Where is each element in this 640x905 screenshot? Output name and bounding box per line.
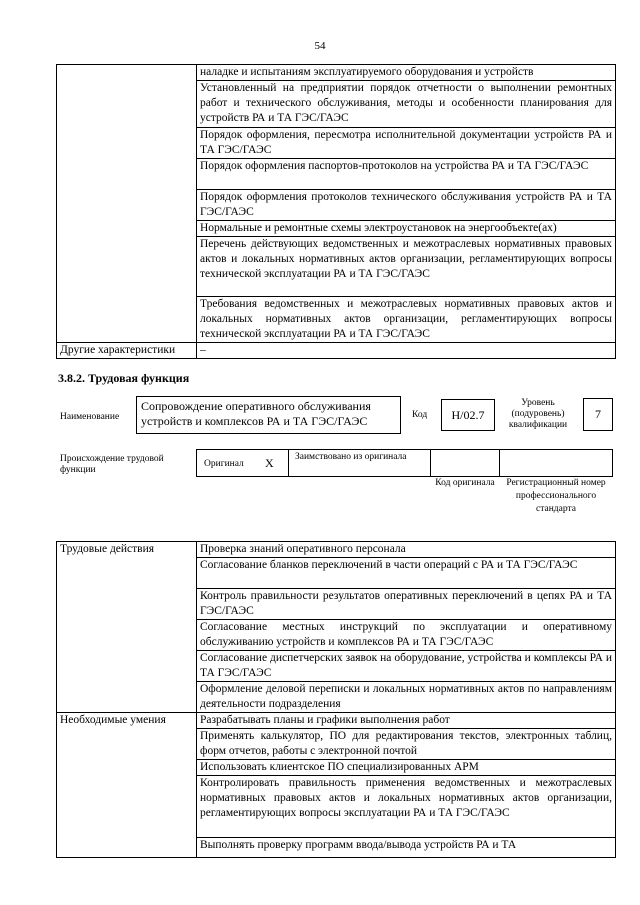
actions-label: Трудовые действия [57, 542, 197, 713]
action-item: Проверка знаний оперативного персонала [197, 542, 616, 558]
skill-item: Использовать клиентское ПО специализированных АРМ [197, 760, 616, 776]
action-item: Согласование местных инструкций по эксплуатации и оперативному обслуживанию устройств и комплексов РА и ТА ГЭС/ГАЭС [197, 620, 616, 651]
origin-label: Происхождение трудовой функции [60, 454, 164, 475]
level-label: Уровень (подуровень) квалификации [508, 398, 568, 430]
knowledge-item: Порядок оформления протоколов технического обслуживания устройств РА и ТА ГЭС/ГАЭС [197, 190, 616, 221]
other-characteristics-label: Другие характеристики [57, 343, 197, 359]
borrowed-cell [288, 449, 431, 477]
other-characteristics-value: – [197, 343, 616, 359]
skill-item: Разрабатывать планы и графики выполнения работ [197, 713, 616, 729]
original-code-cell [430, 449, 500, 477]
code-caption: Код оригинала [435, 478, 495, 488]
skills-label: Необходимые умения [57, 713, 197, 858]
reg-number-cell [499, 449, 613, 477]
borrowed-label: Заимствовано из оригинала [295, 452, 407, 462]
original-mark: X [265, 456, 274, 470]
skill-item: Контролировать правильность применения ведомственных и межотраслевых нормативных правовых актов и локальных нормативных актов организации, регламентирующих вопросы эксплуатации РА и ТА ГЭС/ГАЭС [197, 776, 616, 838]
skill-item: Выполнять проверку программ ввода/вывода устройств РА и ТА [197, 838, 616, 858]
level-value-box [583, 398, 613, 431]
knowledge-item: Перечень действующих ведомственных и межотраслевых нормативных правовых актов и локальных нормативных актов организации, регламентирующих вопросы технической эксплуатации РА и ТА ГЭС/ГАЭС [197, 237, 616, 297]
code-value: Н/02.7 [451, 408, 485, 422]
code-label: Код [412, 410, 428, 420]
knowledge-item: Требования ведомственных и межотраслевых нормативных правовых актов и локальных нормативных актов организации, регламентирующих вопросы технической эксплуатации РА и ТА ГЭС/ГАЭС [197, 297, 616, 343]
original-cell [196, 449, 289, 477]
section-title: 3.8.2. Трудовая функция [58, 371, 190, 385]
code-value-box [441, 399, 495, 431]
function-table [56, 541, 616, 858]
reg-caption: Регистрационный номер профессионального стандарта [506, 478, 606, 514]
skill-item: Применять калькулятор, ПО для редактирования текстов, электронных таблиц, форм отчетов, работы с электронной почтой [197, 729, 616, 760]
knowledge-item: Установленный на предприятии порядок отчетности о выполнении ремонтных работ и технического обслуживания, методы и особенности планирования для устройств РА и ТА ГЭС/ГАЭС [197, 81, 616, 128]
name-value: Сопровождение оперативного обслуживания устройств и комплексов РА и ТА ГЭС/ГАЭС [141, 399, 371, 428]
page-number: 54 [314, 40, 326, 52]
action-item: Согласование бланков переключений в части операций с РА и ТА ГЭС/ГАЭС [197, 558, 616, 589]
original-label: Оригинал [204, 459, 244, 469]
name-value-box [136, 396, 401, 434]
action-item: Оформление деловой переписки и локальных нормативных актов по направлениям деятельности подразделения [197, 682, 616, 713]
name-label: Наименование [60, 412, 120, 422]
knowledge-table [56, 64, 616, 359]
knowledge-item: Порядок оформления, пересмотра исполнительной документации устройств РА и ТА ГЭС/ГАЭС [197, 128, 616, 159]
knowledge-item: наладке и испытаниям эксплуатируемого оборудования и устройств [197, 65, 616, 81]
knowledge-label-cell [57, 65, 197, 343]
action-item: Контроль правильности результатов оперативных переключений в цепях РА и ТА ГЭС/ГАЭС [197, 589, 616, 620]
knowledge-item: Порядок оформления паспортов-протоколов на устройства РА и ТА ГЭС/ГАЭС [197, 159, 616, 190]
action-item: Согласование диспетчерских заявок на оборудование, устройства и комплексы РА и ТА ГЭС/ГАЭС [197, 651, 616, 682]
level-value: 7 [595, 407, 601, 421]
knowledge-item: Нормальные и ремонтные схемы электроустановок на энергообъекте(ах) [197, 221, 616, 237]
